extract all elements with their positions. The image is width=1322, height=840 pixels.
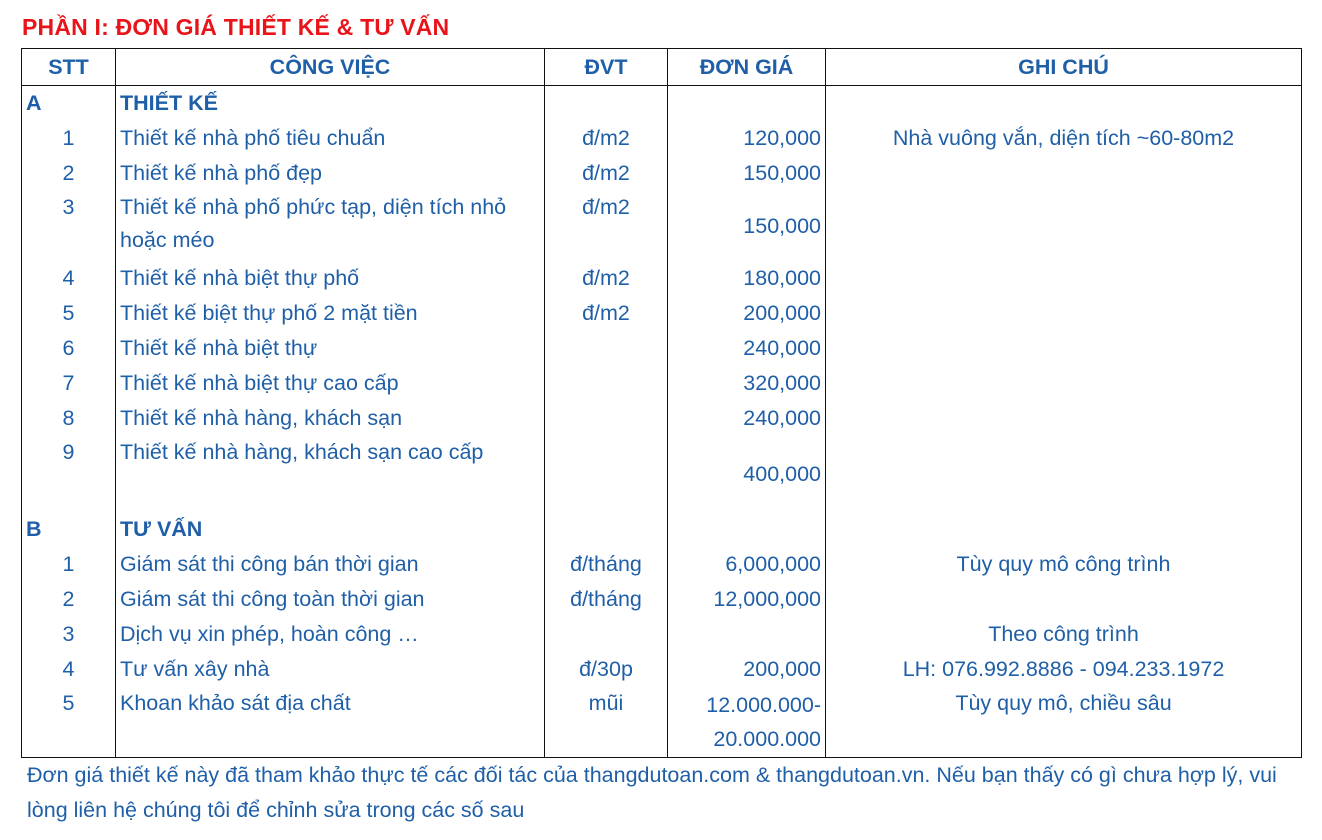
empty-cell: [668, 86, 826, 122]
row-job: Khoan khảo sát địa chất: [116, 687, 545, 758]
section-code: B: [22, 512, 116, 547]
row-price: [668, 617, 826, 652]
row-price: 12,000,000: [668, 582, 826, 617]
row-job: Thiết kế nhà biệt thự cao cấp: [116, 366, 545, 401]
row-unit: [545, 436, 668, 512]
row-job: Dịch vụ xin phép, hoàn công …: [116, 617, 545, 652]
row-price: 200,000: [668, 296, 826, 331]
header-note: GHI CHÚ: [826, 49, 1302, 86]
section-row-b: [22, 512, 1302, 547]
row-price: 400,000: [668, 436, 826, 512]
row-note: Nhà vuông vắn, diện tích ~60-80m2: [826, 121, 1302, 156]
row-unit: đ/m2: [545, 261, 668, 296]
row-stt: 3: [22, 617, 116, 652]
row-note: [826, 366, 1302, 401]
row-unit: đ/m2: [545, 191, 668, 261]
row-job: Thiết kế nhà phố phức tạp, diện tích nhỏ hoặc méo: [116, 191, 545, 261]
section-name: TƯ VẤN: [116, 512, 545, 547]
row-stt: 4: [22, 652, 116, 687]
row-job: Thiết kế nhà phố tiêu chuẩn: [116, 121, 545, 156]
empty-cell: [826, 512, 1302, 547]
empty-cell: [545, 86, 668, 122]
table-row: [22, 296, 1302, 331]
row-job: Giám sát thi công bán thời gian: [116, 547, 545, 582]
row-stt: 9: [22, 436, 116, 512]
row-price: 240,000: [668, 331, 826, 366]
row-stt: 2: [22, 582, 116, 617]
row-stt: 5: [22, 687, 116, 758]
row-stt: 3: [22, 191, 116, 261]
row-note: [826, 401, 1302, 436]
row-note: [826, 261, 1302, 296]
row-job: Thiết kế nhà hàng, khách sạn: [116, 401, 545, 436]
row-price: 320,000: [668, 366, 826, 401]
row-stt: 2: [22, 156, 116, 191]
page-title: PHẦN I: ĐƠN GIÁ THIẾT KẾ & TƯ VẤN: [22, 14, 450, 40]
row-unit: đ/m2: [545, 156, 668, 191]
row-job: Thiết kế nhà phố đẹp: [116, 156, 545, 191]
row-unit: mũi: [545, 687, 668, 758]
table-row: [22, 687, 1302, 758]
row-stt: 6: [22, 331, 116, 366]
row-unit: [545, 366, 668, 401]
row-note: Tùy quy mô công trình: [826, 547, 1302, 582]
empty-cell: [668, 512, 826, 547]
row-note: [826, 331, 1302, 366]
header-stt: STT: [22, 49, 116, 86]
header-unit: ĐVT: [545, 49, 668, 86]
empty-cell: [826, 86, 1302, 122]
row-price: 6,000,000: [668, 547, 826, 582]
table-row: [22, 156, 1302, 191]
row-unit: đ/m2: [545, 121, 668, 156]
row-note: Theo công trình: [826, 617, 1302, 652]
row-note: [826, 156, 1302, 191]
row-unit: [545, 617, 668, 652]
table-row: [22, 617, 1302, 652]
row-note: [826, 582, 1302, 617]
row-unit: đ/m2: [545, 296, 668, 331]
row-stt: 1: [22, 121, 116, 156]
table-row: [22, 261, 1302, 296]
row-job: Giám sát thi công toàn thời gian: [116, 582, 545, 617]
row-note: [826, 296, 1302, 331]
row-job: Thiết kế nhà hàng, khách sạn cao cấp: [116, 436, 545, 512]
row-job: Tư vấn xây nhà: [116, 652, 545, 687]
row-unit: đ/tháng: [545, 547, 668, 582]
row-job: Thiết kế biệt thự phố 2 mặt tiền: [116, 296, 545, 331]
table-row: [22, 366, 1302, 401]
price-line: 12.000.000-: [706, 693, 821, 717]
table-row: [22, 191, 1302, 261]
row-stt: 7: [22, 366, 116, 401]
table-row: [22, 582, 1302, 617]
row-unit: đ/tháng: [545, 582, 668, 617]
table-row: [22, 436, 1302, 512]
table-row: [22, 401, 1302, 436]
row-unit: [545, 401, 668, 436]
row-stt: 5: [22, 296, 116, 331]
table-row: [22, 331, 1302, 366]
header-row: [22, 49, 1302, 86]
header-price: ĐƠN GIÁ: [668, 49, 826, 86]
row-stt: 1: [22, 547, 116, 582]
row-price: 150,000: [668, 156, 826, 191]
footer-note: Đơn giá thiết kế này đã tham khảo thực tế các đối tác của thangdutoan.com & thangdutoan.vn. Nếu bạn thấy có gì chưa hợp lý, vui lòng liên hệ chúng tôi để chỉnh sửa trong các số sau: [27, 763, 1277, 822]
table-row: [22, 547, 1302, 582]
row-unit: đ/30p: [545, 652, 668, 687]
section-name: THIẾT KẾ: [116, 86, 545, 122]
row-price: 240,000: [668, 401, 826, 436]
row-job: Thiết kế nhà biệt thự phố: [116, 261, 545, 296]
section-code: A: [22, 86, 116, 122]
row-note: Tùy quy mô, chiều sâu: [826, 687, 1302, 758]
table-row: [22, 121, 1302, 156]
header-job: CÔNG VIỆC: [116, 49, 545, 86]
row-stt: 4: [22, 261, 116, 296]
table-row: [22, 652, 1302, 687]
price-table: [21, 48, 1302, 758]
empty-cell: [545, 512, 668, 547]
row-note: [826, 191, 1302, 261]
row-price: 200,000: [668, 652, 826, 687]
row-unit: [545, 331, 668, 366]
row-note: [826, 436, 1302, 512]
row-price: 120,000: [668, 121, 826, 156]
row-price: 150,000: [668, 191, 826, 261]
row-job: Thiết kế nhà biệt thự: [116, 331, 545, 366]
row-note: LH: 076.992.8886 - 094.233.1972: [826, 652, 1302, 687]
section-row-a: [22, 86, 1302, 122]
price-line: 20.000.000: [713, 727, 821, 751]
row-price: 180,000: [668, 261, 826, 296]
row-stt: 8: [22, 401, 116, 436]
row-price: [668, 687, 826, 758]
